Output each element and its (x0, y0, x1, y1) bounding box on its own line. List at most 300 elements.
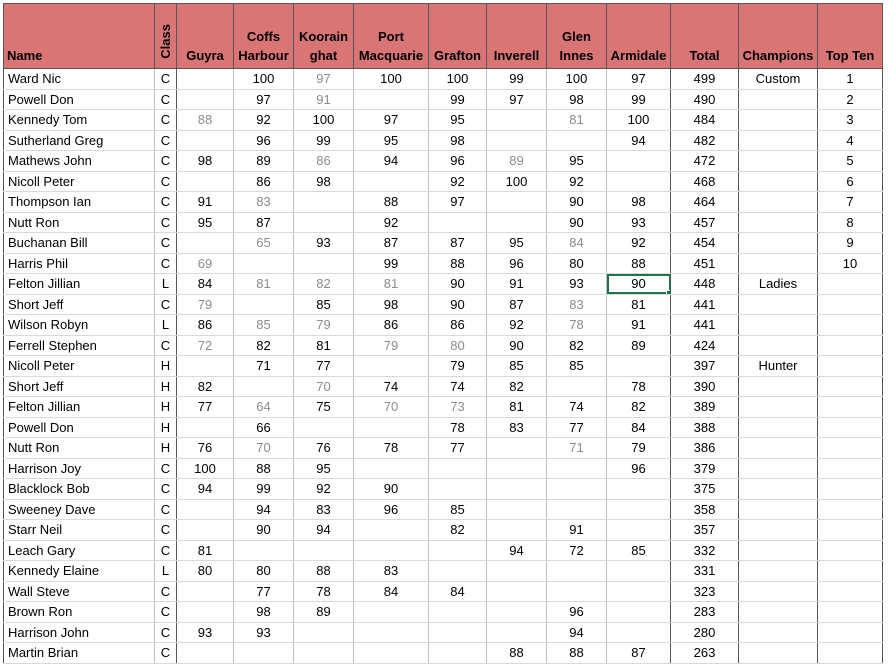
cell-inverell[interactable]: 81 (487, 397, 547, 418)
cell-champions[interactable]: Custom (739, 69, 818, 90)
cell-armidale[interactable]: 97 (607, 69, 671, 90)
cell-name[interactable]: Buchanan Bill (4, 233, 155, 254)
cell-total[interactable]: 358 (671, 499, 739, 520)
cell-glen-innes[interactable]: 81 (547, 110, 607, 131)
cell-koorainghat[interactable]: 83 (294, 499, 354, 520)
cell-port-macquarie[interactable]: 100 (354, 69, 429, 90)
cell-top-ten[interactable] (818, 397, 883, 418)
cell-class[interactable]: C (155, 643, 177, 664)
cell-glen-innes[interactable]: 74 (547, 397, 607, 418)
cell-inverell[interactable] (487, 622, 547, 643)
cell-name[interactable]: Brown Ron (4, 602, 155, 623)
cell-name[interactable]: Powell Don (4, 417, 155, 438)
cell-port-macquarie[interactable] (354, 622, 429, 643)
cell-name[interactable]: Ward Nic (4, 69, 155, 90)
cell-total[interactable]: 280 (671, 622, 739, 643)
cell-armidale[interactable] (607, 151, 671, 172)
cell-port-macquarie[interactable]: 90 (354, 479, 429, 500)
cell-armidale[interactable]: 82 (607, 397, 671, 418)
cell-champions[interactable] (739, 233, 818, 254)
cell-inverell[interactable] (487, 130, 547, 151)
cell-guyra[interactable]: 95 (177, 212, 234, 233)
cell-coffs-harbour[interactable]: 99 (234, 479, 294, 500)
cell-port-macquarie[interactable]: 79 (354, 335, 429, 356)
cell-class[interactable]: C (155, 89, 177, 110)
cell-inverell[interactable] (487, 479, 547, 500)
cell-class[interactable]: L (155, 561, 177, 582)
cell-armidale[interactable]: 96 (607, 458, 671, 479)
cell-inverell[interactable]: 90 (487, 335, 547, 356)
cell-champions[interactable] (739, 397, 818, 418)
header-glen-innes[interactable]: Glen Innes (547, 4, 607, 69)
cell-grafton[interactable] (429, 212, 487, 233)
cell-grafton[interactable]: 97 (429, 192, 487, 213)
cell-port-macquarie[interactable]: 87 (354, 233, 429, 254)
cell-total[interactable]: 451 (671, 253, 739, 274)
cell-port-macquarie[interactable] (354, 602, 429, 623)
cell-name[interactable]: Nutt Ron (4, 438, 155, 459)
header-armidale[interactable]: Armidale (607, 4, 671, 69)
cell-guyra[interactable]: 98 (177, 151, 234, 172)
cell-name[interactable]: Powell Don (4, 89, 155, 110)
cell-class[interactable]: C (155, 151, 177, 172)
cell-class[interactable]: C (155, 171, 177, 192)
cell-top-ten[interactable] (818, 356, 883, 377)
header-class[interactable] (155, 4, 177, 69)
cell-armidale[interactable]: 99 (607, 89, 671, 110)
cell-top-ten[interactable] (818, 417, 883, 438)
cell-armidale[interactable]: 89 (607, 335, 671, 356)
cell-grafton[interactable]: 74 (429, 376, 487, 397)
cell-inverell[interactable] (487, 520, 547, 541)
cell-port-macquarie[interactable] (354, 89, 429, 110)
cell-top-ten[interactable] (818, 499, 883, 520)
cell-coffs-harbour[interactable]: 87 (234, 212, 294, 233)
cell-glen-innes[interactable]: 83 (547, 294, 607, 315)
cell-champions[interactable] (739, 438, 818, 459)
cell-class[interactable]: C (155, 69, 177, 90)
cell-port-macquarie[interactable]: 88 (354, 192, 429, 213)
cell-grafton[interactable]: 98 (429, 130, 487, 151)
cell-champions[interactable] (739, 581, 818, 602)
cell-port-macquarie[interactable]: 84 (354, 581, 429, 602)
cell-top-ten[interactable]: 5 (818, 151, 883, 172)
cell-glen-innes[interactable]: 80 (547, 253, 607, 274)
cell-armidale[interactable]: 90 (607, 274, 671, 295)
cell-inverell[interactable]: 83 (487, 417, 547, 438)
cell-champions[interactable] (739, 602, 818, 623)
cell-port-macquarie[interactable]: 96 (354, 499, 429, 520)
cell-grafton[interactable]: 79 (429, 356, 487, 377)
cell-inverell[interactable]: 96 (487, 253, 547, 274)
cell-port-macquarie[interactable]: 95 (354, 130, 429, 151)
cell-coffs-harbour[interactable]: 82 (234, 335, 294, 356)
cell-class[interactable]: C (155, 458, 177, 479)
cell-inverell[interactable]: 99 (487, 69, 547, 90)
cell-guyra[interactable] (177, 520, 234, 541)
cell-top-ten[interactable]: 8 (818, 212, 883, 233)
header-port-macquarie[interactable]: Port Macquarie (354, 4, 429, 69)
cell-armidale[interactable]: 84 (607, 417, 671, 438)
cell-port-macquarie[interactable]: 97 (354, 110, 429, 131)
cell-glen-innes[interactable]: 77 (547, 417, 607, 438)
cell-class[interactable]: C (155, 581, 177, 602)
cell-champions[interactable] (739, 479, 818, 500)
cell-koorainghat[interactable]: 88 (294, 561, 354, 582)
cell-champions[interactable] (739, 294, 818, 315)
cell-name[interactable]: Felton Jillian (4, 397, 155, 418)
cell-champions[interactable] (739, 643, 818, 664)
cell-total[interactable]: 468 (671, 171, 739, 192)
header-grafton[interactable]: Grafton (429, 4, 487, 69)
cell-grafton[interactable] (429, 622, 487, 643)
cell-inverell[interactable] (487, 602, 547, 623)
cell-class[interactable]: H (155, 438, 177, 459)
cell-grafton[interactable]: 80 (429, 335, 487, 356)
cell-total[interactable]: 499 (671, 69, 739, 90)
cell-guyra[interactable]: 100 (177, 458, 234, 479)
cell-top-ten[interactable] (818, 335, 883, 356)
cell-glen-innes[interactable]: 100 (547, 69, 607, 90)
cell-class[interactable]: C (155, 212, 177, 233)
cell-armidale[interactable]: 79 (607, 438, 671, 459)
cell-champions[interactable]: Ladies (739, 274, 818, 295)
cell-top-ten[interactable] (818, 274, 883, 295)
cell-grafton[interactable] (429, 643, 487, 664)
cell-champions[interactable] (739, 520, 818, 541)
cell-top-ten[interactable] (818, 479, 883, 500)
cell-coffs-harbour[interactable]: 86 (234, 171, 294, 192)
cell-grafton[interactable]: 82 (429, 520, 487, 541)
cell-guyra[interactable]: 91 (177, 192, 234, 213)
cell-guyra[interactable]: 93 (177, 622, 234, 643)
cell-total[interactable]: 454 (671, 233, 739, 254)
cell-name[interactable]: Wilson Robyn (4, 315, 155, 336)
cell-inverell[interactable]: 94 (487, 540, 547, 561)
cell-total[interactable]: 472 (671, 151, 739, 172)
cell-glen-innes[interactable]: 85 (547, 356, 607, 377)
cell-port-macquarie[interactable]: 98 (354, 294, 429, 315)
cell-port-macquarie[interactable] (354, 356, 429, 377)
cell-coffs-harbour[interactable]: 96 (234, 130, 294, 151)
cell-inverell[interactable] (487, 458, 547, 479)
cell-top-ten[interactable]: 2 (818, 89, 883, 110)
cell-koorainghat[interactable]: 98 (294, 171, 354, 192)
cell-grafton[interactable]: 95 (429, 110, 487, 131)
cell-armidale[interactable]: 100 (607, 110, 671, 131)
cell-total[interactable]: 379 (671, 458, 739, 479)
header-name[interactable]: Name (4, 4, 155, 69)
cell-champions[interactable] (739, 335, 818, 356)
cell-coffs-harbour[interactable]: 88 (234, 458, 294, 479)
cell-top-ten[interactable] (818, 315, 883, 336)
cell-total[interactable]: 424 (671, 335, 739, 356)
cell-top-ten[interactable]: 7 (818, 192, 883, 213)
cell-name[interactable]: Sutherland Greg (4, 130, 155, 151)
cell-grafton[interactable]: 85 (429, 499, 487, 520)
cell-port-macquarie[interactable] (354, 643, 429, 664)
cell-inverell[interactable] (487, 581, 547, 602)
cell-name[interactable]: Nicoll Peter (4, 171, 155, 192)
cell-koorainghat[interactable]: 91 (294, 89, 354, 110)
cell-grafton[interactable] (429, 561, 487, 582)
cell-name[interactable]: Nicoll Peter (4, 356, 155, 377)
cell-top-ten[interactable] (818, 561, 883, 582)
cell-coffs-harbour[interactable]: 80 (234, 561, 294, 582)
cell-guyra[interactable]: 79 (177, 294, 234, 315)
cell-coffs-harbour[interactable]: 81 (234, 274, 294, 295)
cell-armidale[interactable] (607, 171, 671, 192)
cell-coffs-harbour[interactable]: 65 (234, 233, 294, 254)
cell-total[interactable]: 490 (671, 89, 739, 110)
cell-armidale[interactable] (607, 356, 671, 377)
cell-glen-innes[interactable]: 90 (547, 192, 607, 213)
cell-guyra[interactable] (177, 499, 234, 520)
cell-coffs-harbour[interactable] (234, 643, 294, 664)
cell-total[interactable]: 482 (671, 130, 739, 151)
cell-guyra[interactable] (177, 602, 234, 623)
cell-armidale[interactable] (607, 622, 671, 643)
cell-total[interactable]: 375 (671, 479, 739, 500)
cell-top-ten[interactable]: 6 (818, 171, 883, 192)
cell-glen-innes[interactable]: 94 (547, 622, 607, 643)
cell-champions[interactable] (739, 622, 818, 643)
cell-koorainghat[interactable]: 70 (294, 376, 354, 397)
cell-total[interactable]: 323 (671, 581, 739, 602)
cell-inverell[interactable]: 85 (487, 356, 547, 377)
cell-koorainghat[interactable]: 97 (294, 69, 354, 90)
cell-port-macquarie[interactable] (354, 540, 429, 561)
cell-total[interactable]: 441 (671, 294, 739, 315)
header-coffs-harbour[interactable]: Coffs Harbour (234, 4, 294, 69)
cell-guyra[interactable] (177, 581, 234, 602)
cell-coffs-harbour[interactable]: 85 (234, 315, 294, 336)
cell-guyra[interactable] (177, 89, 234, 110)
cell-guyra[interactable]: 84 (177, 274, 234, 295)
cell-coffs-harbour[interactable]: 92 (234, 110, 294, 131)
cell-grafton[interactable]: 87 (429, 233, 487, 254)
cell-champions[interactable] (739, 253, 818, 274)
cell-glen-innes[interactable]: 71 (547, 438, 607, 459)
cell-class[interactable]: L (155, 274, 177, 295)
cell-class[interactable]: H (155, 417, 177, 438)
cell-total[interactable]: 397 (671, 356, 739, 377)
cell-grafton[interactable]: 88 (429, 253, 487, 274)
cell-glen-innes[interactable] (547, 130, 607, 151)
cell-class[interactable]: C (155, 499, 177, 520)
cell-top-ten[interactable] (818, 643, 883, 664)
cell-champions[interactable] (739, 561, 818, 582)
cell-coffs-harbour[interactable] (234, 540, 294, 561)
cell-armidale[interactable]: 87 (607, 643, 671, 664)
cell-grafton[interactable] (429, 540, 487, 561)
cell-koorainghat[interactable]: 94 (294, 520, 354, 541)
cell-champions[interactable] (739, 417, 818, 438)
cell-top-ten[interactable] (818, 294, 883, 315)
cell-class[interactable]: C (155, 110, 177, 131)
cell-guyra[interactable] (177, 130, 234, 151)
cell-port-macquarie[interactable]: 81 (354, 274, 429, 295)
cell-coffs-harbour[interactable]: 97 (234, 89, 294, 110)
cell-champions[interactable] (739, 171, 818, 192)
cell-port-macquarie[interactable]: 86 (354, 315, 429, 336)
header-guyra[interactable]: Guyra (177, 4, 234, 69)
cell-guyra[interactable]: 72 (177, 335, 234, 356)
cell-grafton[interactable]: 73 (429, 397, 487, 418)
cell-champions[interactable] (739, 130, 818, 151)
cell-grafton[interactable]: 92 (429, 171, 487, 192)
cell-glen-innes[interactable]: 90 (547, 212, 607, 233)
cell-total[interactable]: 389 (671, 397, 739, 418)
cell-champions[interactable] (739, 315, 818, 336)
cell-inverell[interactable]: 92 (487, 315, 547, 336)
cell-total[interactable]: 332 (671, 540, 739, 561)
header-inverell[interactable]: Inverell (487, 4, 547, 69)
cell-armidale[interactable]: 93 (607, 212, 671, 233)
cell-port-macquarie[interactable] (354, 520, 429, 541)
cell-class[interactable]: H (155, 376, 177, 397)
cell-koorainghat[interactable] (294, 622, 354, 643)
cell-champions[interactable] (739, 192, 818, 213)
cell-glen-innes[interactable]: 84 (547, 233, 607, 254)
cell-class[interactable]: H (155, 397, 177, 418)
cell-name[interactable]: Kennedy Tom (4, 110, 155, 131)
cell-koorainghat[interactable]: 75 (294, 397, 354, 418)
cell-grafton[interactable] (429, 479, 487, 500)
cell-port-macquarie[interactable]: 74 (354, 376, 429, 397)
cell-name[interactable]: Short Jeff (4, 294, 155, 315)
cell-inverell[interactable]: 100 (487, 171, 547, 192)
cell-total[interactable]: 441 (671, 315, 739, 336)
cell-class[interactable]: C (155, 130, 177, 151)
cell-coffs-harbour[interactable]: 100 (234, 69, 294, 90)
cell-port-macquarie[interactable]: 92 (354, 212, 429, 233)
cell-inverell[interactable]: 82 (487, 376, 547, 397)
cell-koorainghat[interactable] (294, 643, 354, 664)
cell-koorainghat[interactable] (294, 417, 354, 438)
cell-coffs-harbour[interactable]: 89 (234, 151, 294, 172)
cell-class[interactable]: H (155, 356, 177, 377)
cell-koorainghat[interactable]: 92 (294, 479, 354, 500)
cell-name[interactable]: Leach Gary (4, 540, 155, 561)
cell-name[interactable]: Harris Phil (4, 253, 155, 274)
cell-koorainghat[interactable]: 100 (294, 110, 354, 131)
header-champions[interactable]: Champions (739, 4, 818, 69)
cell-coffs-harbour[interactable]: 71 (234, 356, 294, 377)
cell-coffs-harbour[interactable] (234, 294, 294, 315)
cell-inverell[interactable] (487, 438, 547, 459)
cell-inverell[interactable]: 87 (487, 294, 547, 315)
cell-class[interactable]: C (155, 294, 177, 315)
cell-total[interactable]: 357 (671, 520, 739, 541)
cell-coffs-harbour[interactable]: 93 (234, 622, 294, 643)
cell-armidale[interactable]: 92 (607, 233, 671, 254)
cell-name[interactable]: Wall Steve (4, 581, 155, 602)
cell-class[interactable]: C (155, 233, 177, 254)
cell-top-ten[interactable]: 4 (818, 130, 883, 151)
cell-port-macquarie[interactable]: 70 (354, 397, 429, 418)
cell-armidale[interactable] (607, 479, 671, 500)
cell-champions[interactable] (739, 151, 818, 172)
cell-port-macquarie[interactable]: 83 (354, 561, 429, 582)
cell-grafton[interactable]: 96 (429, 151, 487, 172)
cell-grafton[interactable]: 77 (429, 438, 487, 459)
cell-koorainghat[interactable]: 99 (294, 130, 354, 151)
cell-glen-innes[interactable]: 78 (547, 315, 607, 336)
cell-grafton[interactable]: 84 (429, 581, 487, 602)
cell-name[interactable]: Ferrell Stephen (4, 335, 155, 356)
cell-champions[interactable] (739, 499, 818, 520)
cell-armidale[interactable]: 78 (607, 376, 671, 397)
cell-koorainghat[interactable]: 85 (294, 294, 354, 315)
cell-grafton[interactable] (429, 602, 487, 623)
cell-guyra[interactable] (177, 643, 234, 664)
cell-guyra[interactable] (177, 417, 234, 438)
cell-guyra[interactable]: 88 (177, 110, 234, 131)
cell-glen-innes[interactable] (547, 499, 607, 520)
cell-armidale[interactable] (607, 499, 671, 520)
cell-class[interactable]: C (155, 520, 177, 541)
cell-guyra[interactable]: 77 (177, 397, 234, 418)
cell-glen-innes[interactable] (547, 581, 607, 602)
cell-champions[interactable] (739, 110, 818, 131)
cell-coffs-harbour[interactable]: 94 (234, 499, 294, 520)
cell-top-ten[interactable] (818, 376, 883, 397)
cell-champions[interactable] (739, 540, 818, 561)
cell-inverell[interactable] (487, 212, 547, 233)
cell-total[interactable]: 331 (671, 561, 739, 582)
cell-grafton[interactable]: 90 (429, 274, 487, 295)
cell-guyra[interactable]: 69 (177, 253, 234, 274)
cell-coffs-harbour[interactable] (234, 253, 294, 274)
cell-top-ten[interactable] (818, 581, 883, 602)
cell-name[interactable]: Mathews John (4, 151, 155, 172)
cell-koorainghat[interactable] (294, 192, 354, 213)
cell-koorainghat[interactable] (294, 540, 354, 561)
cell-grafton[interactable]: 90 (429, 294, 487, 315)
cell-class[interactable]: C (155, 622, 177, 643)
cell-coffs-harbour[interactable]: 66 (234, 417, 294, 438)
cell-top-ten[interactable]: 9 (818, 233, 883, 254)
cell-glen-innes[interactable]: 82 (547, 335, 607, 356)
cell-coffs-harbour[interactable]: 98 (234, 602, 294, 623)
cell-port-macquarie[interactable] (354, 417, 429, 438)
cell-glen-innes[interactable]: 88 (547, 643, 607, 664)
cell-guyra[interactable]: 94 (177, 479, 234, 500)
cell-name[interactable]: Harrison Joy (4, 458, 155, 479)
cell-grafton[interactable]: 100 (429, 69, 487, 90)
cell-inverell[interactable]: 91 (487, 274, 547, 295)
cell-champions[interactable]: Hunter (739, 356, 818, 377)
cell-class[interactable]: C (155, 540, 177, 561)
cell-name[interactable]: Thompson Ian (4, 192, 155, 213)
cell-class[interactable]: C (155, 602, 177, 623)
cell-inverell[interactable]: 89 (487, 151, 547, 172)
cell-grafton[interactable]: 78 (429, 417, 487, 438)
cell-armidale[interactable] (607, 581, 671, 602)
cell-top-ten[interactable] (818, 520, 883, 541)
cell-glen-innes[interactable] (547, 376, 607, 397)
cell-armidale[interactable]: 85 (607, 540, 671, 561)
cell-name[interactable]: Starr Neil (4, 520, 155, 541)
cell-port-macquarie[interactable] (354, 171, 429, 192)
cell-glen-innes[interactable]: 93 (547, 274, 607, 295)
cell-inverell[interactable] (487, 499, 547, 520)
header-total[interactable]: Total (671, 4, 739, 69)
cell-top-ten[interactable]: 3 (818, 110, 883, 131)
cell-port-macquarie[interactable]: 94 (354, 151, 429, 172)
cell-inverell[interactable] (487, 192, 547, 213)
